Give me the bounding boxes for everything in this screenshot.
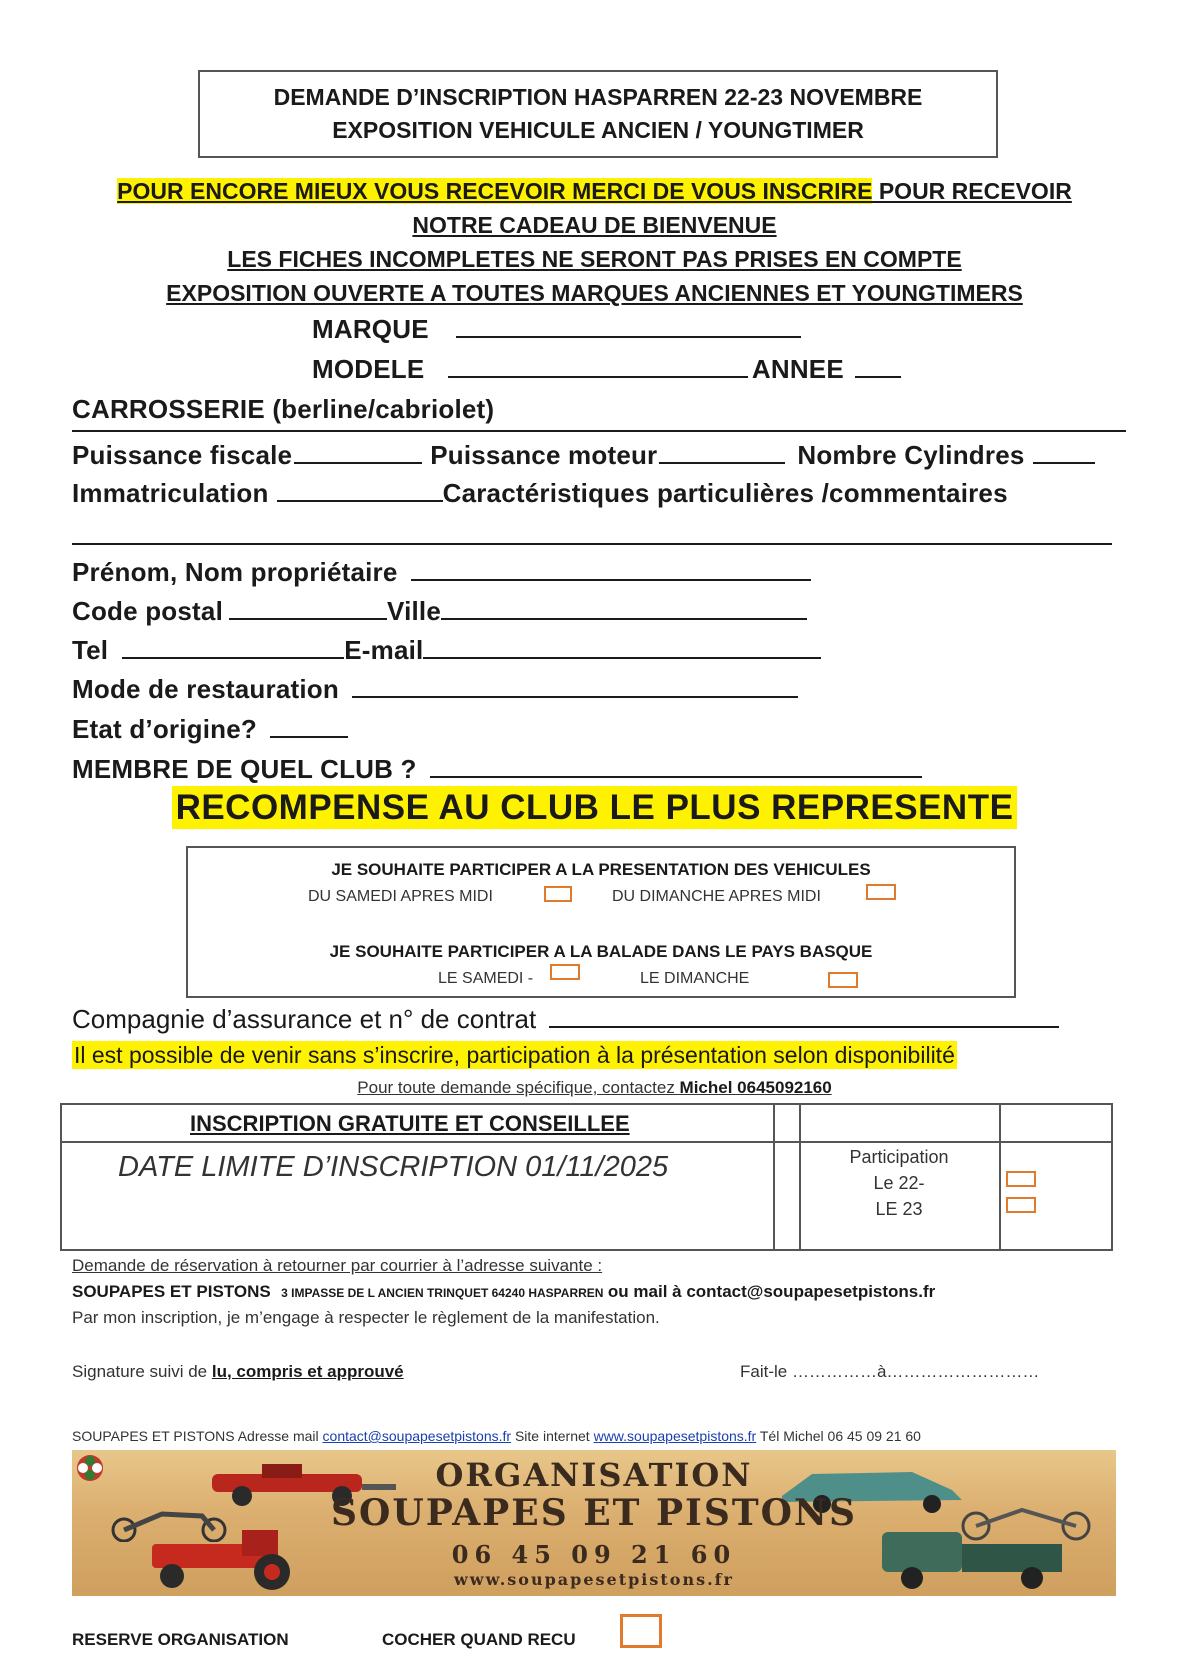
balade-saturday-checkbox[interactable] [550,964,580,980]
intro-line-2: NOTRE CADEAU DE BIENVENUE [412,212,777,238]
contact-line [0,1078,1189,1098]
puissance-fiscale-label: Puissance fiscale [72,440,293,470]
presentation-box [186,846,1016,998]
etat-label: Etat d’origine? [72,714,257,744]
club-row [72,754,926,785]
recompense-banner: RECOMPENSE AU CLUB LE PLUS REPRESENTE [172,786,1018,829]
recompense-wrap [0,788,1189,828]
assurance-label: Compagnie d’assurance et n° de contrat [72,1004,537,1034]
balade-sunday-checkbox[interactable] [828,972,858,988]
balade-opt2-label: LE DIMANCHE [640,970,750,987]
immatriculation-row [72,478,1008,509]
signature-row [72,1362,404,1382]
org-address: 3 IMPASSE DE L ANCIEN TRINQUET 64240 HASPARREN [281,1286,604,1300]
presentation-sunday-checkbox[interactable] [866,884,896,900]
proprietaire-input[interactable] [411,559,811,581]
modele-row [312,354,905,385]
contact-line-prefix: Pour toute demande spécifique, contactez [357,1078,680,1097]
reservation-text: Demande de réservation à retourner par courrier à l’adresse suivante : [72,1256,603,1275]
code-postal-label: Code postal [72,596,223,626]
contact-email-link[interactable]: contact@soupapesetpistons.fr [322,1428,512,1444]
puissance-row [72,440,1099,471]
modele-input[interactable] [448,356,748,378]
signature-bold: lu, compris et approuvé [211,1362,404,1381]
contact-site-link[interactable]: www.soupapesetpistons.fr [593,1428,757,1444]
note-highlight: Il est possible de venir sans s’inscrire, participation à la présentation selon disponibilité [74,1042,955,1068]
code-postal-row [72,596,811,627]
puissance-moteur-input[interactable] [659,442,785,464]
intro-highlight: POUR ENCORE MIEUX VOUS RECEVOIR MERCI DE VOUS INSCRIRE [117,178,873,204]
banner-line-2: SOUPAPES ET PISTONS [331,1492,857,1534]
participation-day1: Le 22- [873,1173,925,1193]
carrosserie-input[interactable] [72,430,1126,432]
club-label: MEMBRE DE QUEL CLUB ? [72,754,417,784]
tel-label: Tel [72,635,109,665]
engagement-text: Par mon inscription, je m’engage à respecter le règlement de la manifestation. [72,1308,660,1327]
fait-le: Fait-le ……………à……………………… [740,1362,1040,1381]
org-mail: ou mail à contact@soupapesetpistons.fr [607,1282,936,1301]
participation-label: Participation [849,1147,949,1167]
presentation-opt1-label: DU SAMEDI APRES MIDI [308,888,493,905]
club-input[interactable] [430,756,922,778]
contact-info-prefix: SOUPAPES ET PISTONS Adresse mail [72,1428,323,1444]
proprietaire-row [72,557,815,588]
table-divider-v1 [773,1105,775,1249]
signature-prefix: Signature suivi de [72,1362,212,1381]
ville-label: Ville [387,596,442,626]
marque-label: MARQUE [312,314,429,344]
code-postal-input[interactable] [229,598,387,620]
intro-line-3: LES FICHES INCOMPLETES NE SERONT PAS PRISES EN COMPTE [227,246,962,272]
presentation-title: JE SOUHAITE PARTICIPER A LA PRESENTATION DES VEHICULES [331,860,871,879]
puissance-moteur-label: Puissance moteur [430,440,658,470]
restauration-label: Mode de restauration [72,674,339,704]
puissance-fiscale-input[interactable] [294,442,422,464]
presentation-saturday-checkbox[interactable] [544,886,572,902]
marque-row [312,314,805,345]
inscription-title: INSCRIPTION GRATUITE ET CONSEILLEE [190,1111,630,1136]
banner-line-3: 06 45 09 21 60 [451,1540,737,1569]
note-wrap [72,1042,957,1069]
reserve-check-label: COCHER QUAND RECU [382,1630,576,1649]
intro-rest: POUR RECEVOIR [872,178,1072,204]
contact-tel: Tél Michel 06 45 09 21 60 [756,1428,921,1444]
etat-row [72,714,352,745]
balade-title: JE SOUHAITE PARTICIPER A LA BALADE DANS LE PAYS BASQUE [329,942,873,961]
reserve-label: RESERVE ORGANISATION [72,1630,289,1649]
contact-site-label: Site internet [511,1428,594,1444]
ville-input[interactable] [441,598,807,620]
modele-label: MODELE [312,354,425,384]
banner-line-1: ORGANISATION [435,1456,753,1494]
carrosserie-label: CARROSSERIE (berline/cabriolet) [72,394,495,424]
annee-label: ANNEE [751,354,844,384]
table-divider-h [62,1141,1111,1143]
contact-info-row [72,1428,921,1444]
inscription-deadline: DATE LIMITE D’INSCRIPTION 01/11/2025 [118,1151,669,1183]
intro-line-4: EXPOSITION OUVERTE A TOUTES MARQUES ANCIENNES ET YOUNGTIMERS [166,280,1023,306]
tel-row [72,635,825,666]
restauration-row [72,674,802,705]
header-line-2: EXPOSITION VEHICULE ANCIEN / YOUNGTIMER [332,117,864,143]
immatriculation-input[interactable] [277,480,443,502]
org-name: SOUPAPES ET PISTONS [72,1282,271,1301]
table-divider-v3 [999,1105,1001,1249]
participation-23-checkbox[interactable] [1006,1197,1036,1213]
etat-input[interactable] [270,716,348,738]
intro-line-1 [0,178,1189,205]
organisation-banner [72,1450,1116,1596]
contact-line-name: Michel 0645092160 [679,1078,832,1097]
cylindres-input[interactable] [1033,442,1095,464]
tel-input[interactable] [122,637,344,659]
immatriculation-label: Immatriculation [72,478,269,508]
balade-opt1-label: LE SAMEDI - [438,970,534,987]
email-input[interactable] [423,637,821,659]
inscription-table [60,1103,1113,1251]
reserve-received-checkbox[interactable] [620,1614,662,1648]
presentation-opt2-label: DU DIMANCHE APRES MIDI [612,888,821,905]
marque-input[interactable] [456,316,801,338]
assurance-row [72,1004,1063,1035]
restauration-input[interactable] [352,676,798,698]
cylindres-label: Nombre Cylindres [797,440,1025,470]
header-line-1: DEMANDE D’INSCRIPTION HASPARREN 22-23 NOVEMBRE [273,84,923,110]
annee-input[interactable] [855,356,901,378]
participation-day2: LE 23 [875,1199,923,1219]
participation-22-checkbox[interactable] [1006,1171,1036,1187]
assurance-input[interactable] [549,1006,1059,1028]
banner-line-4: www.soupapesetpistons.fr [454,1570,734,1589]
caracteristiques-label: Caractéristiques particulières /commentaires [442,478,1008,508]
email-label: E-mail [344,635,424,665]
header-box [198,70,998,158]
commentaires-input[interactable] [72,543,1112,545]
address-row [72,1282,935,1302]
proprietaire-label: Prénom, Nom propriétaire [72,557,398,587]
